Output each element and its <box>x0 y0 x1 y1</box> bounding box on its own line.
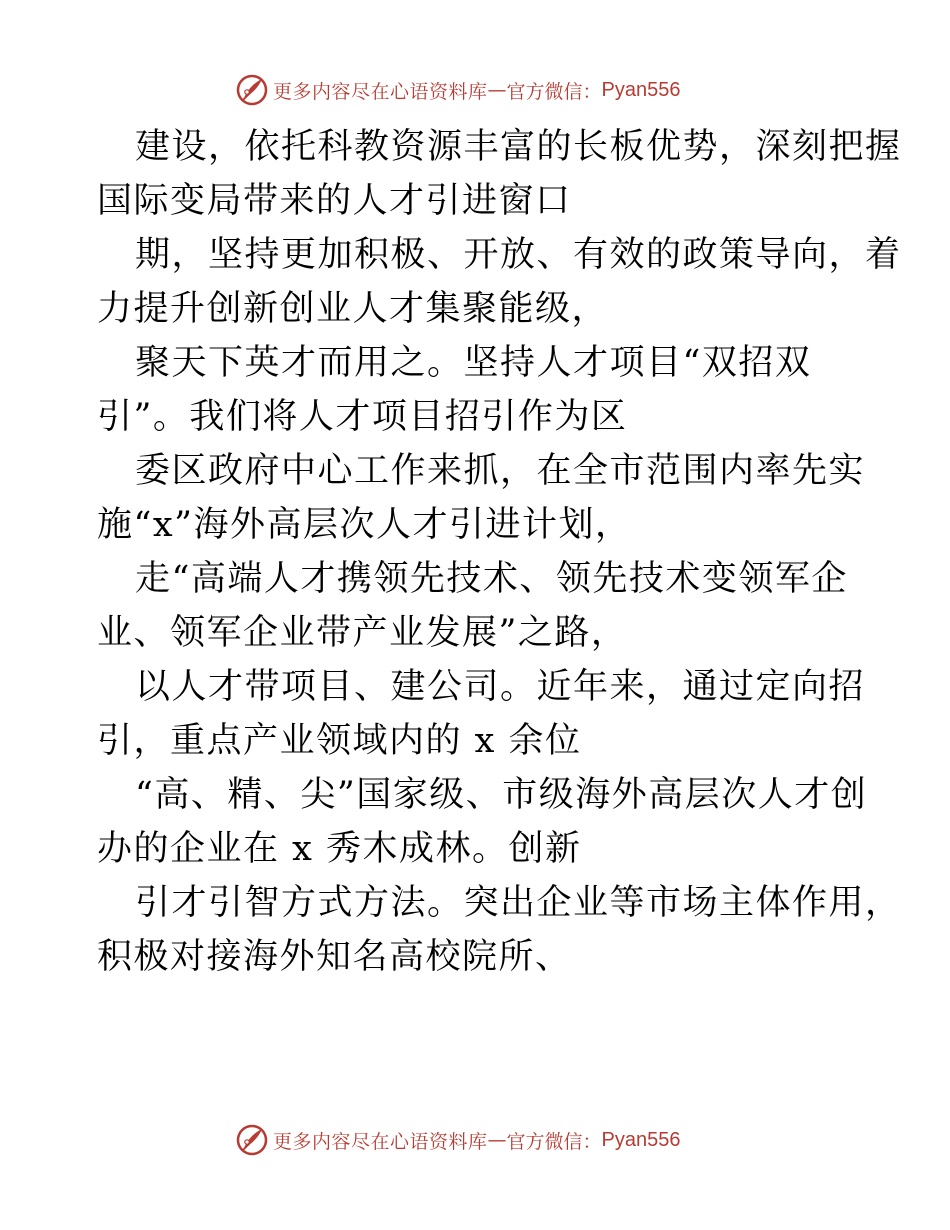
text-line: 以人才带项目、建公司。近年来，通过定向招 <box>135 667 866 707</box>
banner-wechat-label: 官方微信： <box>506 1130 602 1153</box>
text-line: 建设，依托科教资源丰富的长板优势，深刻把握 <box>135 127 902 167</box>
text-line: 办的企业在 x 秀木成林。创新 <box>97 829 582 869</box>
text-line: 聚天下英才而用之。坚持人才项目“双招双 <box>135 343 812 383</box>
banner-wechat-id: Pyan556 <box>601 1128 681 1151</box>
text-line: 力提升创新创业人才集聚能级， <box>97 289 609 329</box>
feather-pen-circle-icon <box>235 1123 269 1157</box>
banner-dash: — <box>487 79 507 101</box>
text-line: 期，坚持更加积极、开放、有效的政策导向，着 <box>135 235 902 275</box>
text-line: 引，重点产业领域内的 x 余位 <box>97 721 582 761</box>
text-line: 业、领军企业带产业发展”之路， <box>97 613 628 653</box>
banner-wechat-id: Pyan556 <box>601 78 681 101</box>
text-line: 积极对接海外知名高校院所、 <box>97 937 572 977</box>
text-line: 走“高端人才携领先技术、领先技术变领军企 <box>135 559 848 599</box>
header-banner <box>235 70 755 110</box>
text-line: 引才引智方式方法。突出企业等市场主体作用， <box>135 883 902 923</box>
banner-site-text: 更多内容尽在心语资料库 <box>273 1130 488 1153</box>
text-line: 引”。我们将人才项目招引作为区 <box>97 397 628 437</box>
text-line: “高、精、尖”国家级、市级海外高层次人才创 <box>135 775 868 815</box>
text-line: 委区政府中心工作来抓，在全市范围内率先实 <box>135 451 866 491</box>
footer-banner <box>235 1120 755 1160</box>
banner-dash: — <box>487 1129 507 1151</box>
text-line: 国际变局带来的人才引进窗口 <box>97 181 572 221</box>
banner-site-text: 更多内容尽在心语资料库 <box>273 80 488 103</box>
body-text <box>97 120 902 984</box>
feather-pen-circle-icon <box>235 73 269 107</box>
banner-wechat-label: 官方微信： <box>506 80 602 103</box>
text-line: 施“x”海外高层次人才引进计划， <box>97 505 632 545</box>
